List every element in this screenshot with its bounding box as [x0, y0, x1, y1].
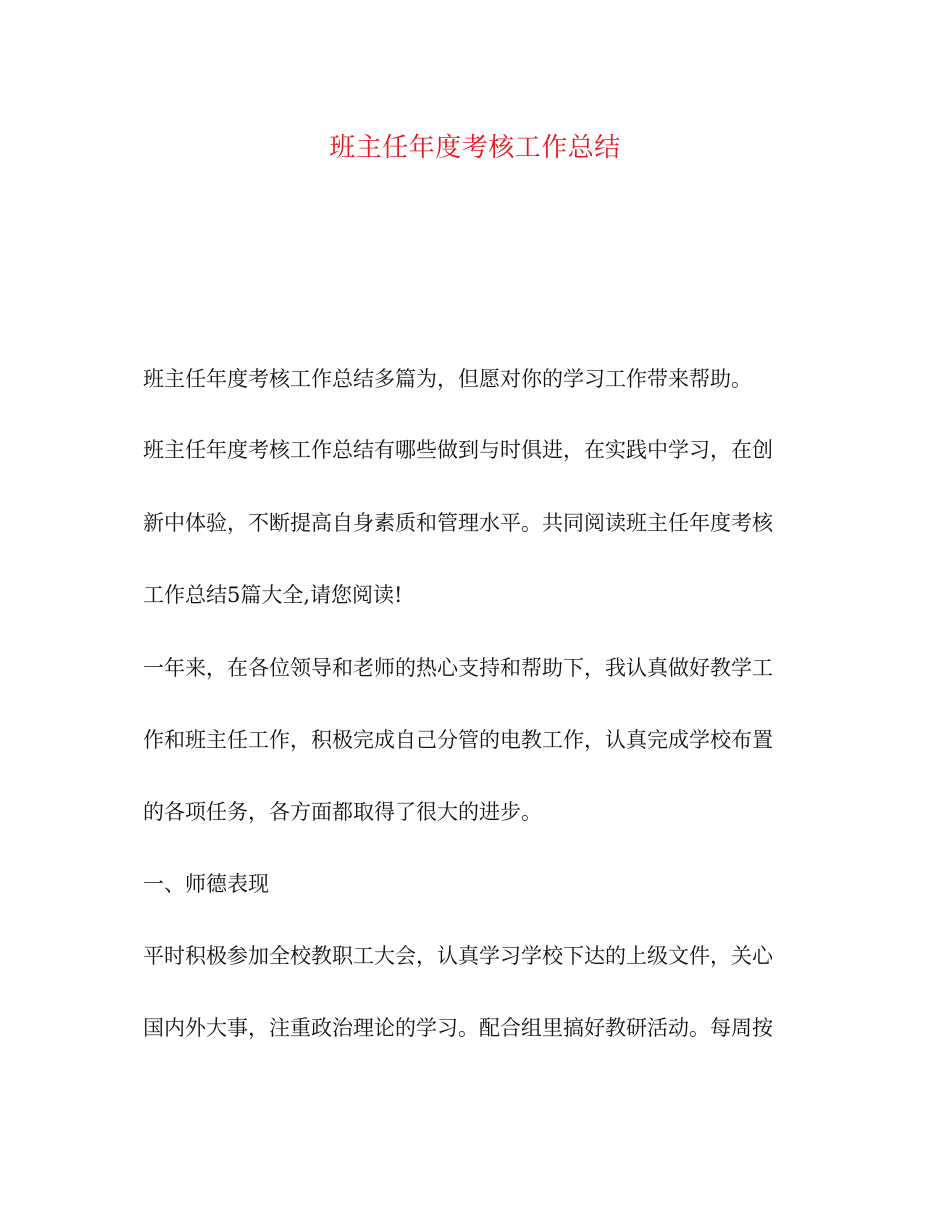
section-heading: 一、师德表现	[143, 872, 269, 896]
intro-line-1: 班主任年度考核工作总结多篇为，但愿对你的学习工作带来帮助。	[143, 367, 752, 391]
intro-line-2: 班主任年度考核工作总结有哪些做到与时俱进，在实践中学习，在创	[143, 438, 773, 462]
intro-line-3: 新中体验，不断提高自身素质和管理水平。共同阅读班主任年度考核	[143, 511, 773, 535]
body-line-3: 的各项任务，各方面都取得了很大的进步。	[143, 800, 542, 824]
body-line-2: 作和班主任工作，积极完成自己分管的电教工作，认真完成学校布置	[143, 728, 773, 752]
document-title: 班主任年度考核工作总结	[329, 133, 621, 163]
intro-line-4: 工作总结5篇大全,请您阅读!	[143, 583, 403, 607]
body-line-1: 一年来，在各位领导和老师的热心支持和帮助下，我认真做好教学工	[143, 656, 773, 680]
section-line-2: 国内外大事，注重政治理论的学习。配合组里搞好教研活动。每周按	[143, 1016, 773, 1040]
section-line-1: 平时积极参加全校教职工大会，认真学习学校下达的上级文件，关心	[143, 944, 773, 968]
